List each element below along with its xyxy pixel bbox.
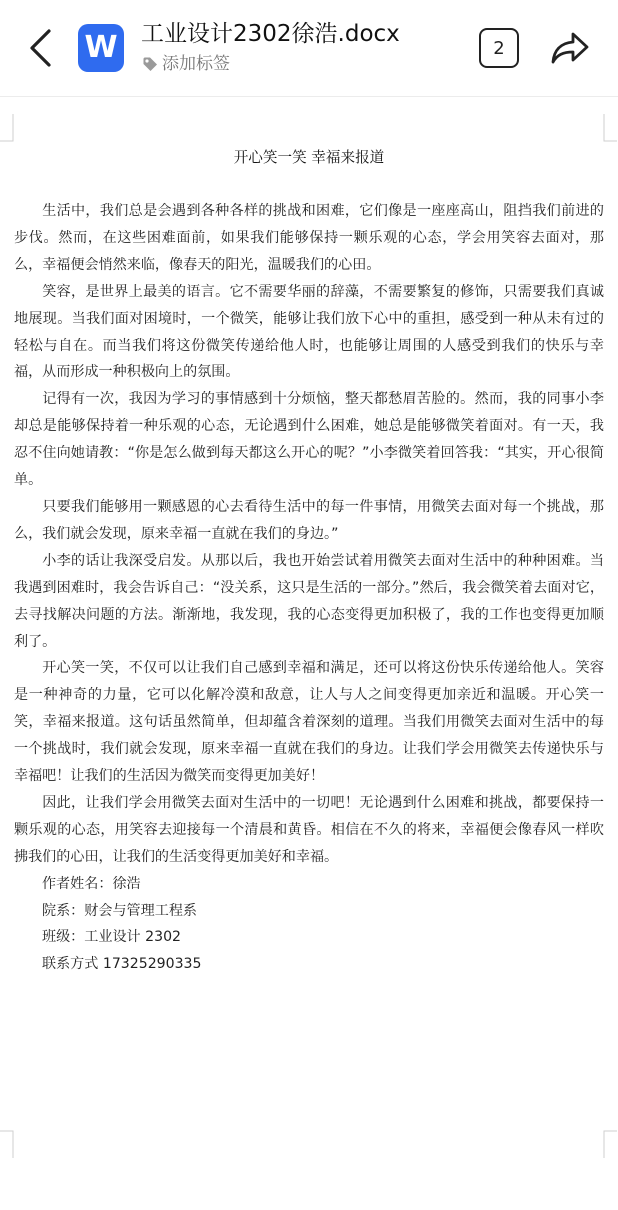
author-name-line: 作者姓名：徐浩 bbox=[42, 875, 141, 892]
paragraph: 生活中，我们总是会遇到各种各样的挑战和困难，它们像是一座座高山，阻挡我们前进的步伐。然而，在这些困难面前，如果我们能够保持一颗乐观的心态，学会用笑容去面对，那么，幸福便会悄然来临，像春天的阳光，温暖我们的心田。 bbox=[14, 203, 604, 273]
contact-line: 联系方式 17325290335 bbox=[42, 956, 202, 973]
page-corner-marker bbox=[0, 1130, 14, 1158]
tag-icon bbox=[142, 56, 158, 72]
document-title: 工业设计2302徐浩.docx bbox=[141, 21, 400, 47]
department-line: 院系：财会与管理工程系 bbox=[42, 902, 198, 919]
share-button[interactable] bbox=[548, 26, 592, 70]
paragraph: 因此，让我们学会用微笑去面对生活中的一切吧！无论遇到什么困难和挑战，都要保持一颗乐观的心态，用笑容去迎接每一个清晨和黄昏。相信在不久的将来，幸福便会像春风一样吹拂我们的心田，让我们的生活变得更加美好和幸福。 bbox=[14, 794, 604, 865]
page-corner-marker bbox=[0, 114, 14, 142]
document-heading: 开心笑一笑 幸福来报道 bbox=[233, 149, 385, 166]
document-page bbox=[14, 144, 604, 978]
class-line: 班级：工业设计 2302 bbox=[42, 929, 182, 946]
top-bar bbox=[0, 0, 618, 97]
add-tag-label: 添加标签 bbox=[162, 54, 230, 74]
share-icon bbox=[550, 30, 590, 66]
paragraph: 笑容，是世界上最美的语言。它不需要华丽的辞藻，不需要繁复的修饰，只需要我们真诚地展现。当我们面对困境时，一个微笑，能够让我们放下心中的重担，感受到一种从未有过的轻松与自在。而当我们将这份微笑传递给他人时，也能够让周围的人感受到我们的快乐与幸福，从而形成一种积极向上的氛围。 bbox=[14, 283, 604, 381]
paragraph: 开心笑一笑，不仅可以让我们自己感到幸福和满足，还可以将这份快乐传递给他人。笑容是一种神奇的力量，它可以化解冷漠和敌意，让人与人之间变得更加亲近和温暖。开心笑一笑，幸福来报道。这句话虽然简单，但却蕴含着深刻的道理。当我们用微笑去面对生活中的每一个挑战时，我们就会发现，原来幸福一直就在我们的身边。让我们学会用微笑去传递快乐与幸福吧！让我们的生活因为微笑而变得更加美好！ bbox=[14, 660, 604, 785]
page-corner-marker bbox=[603, 114, 617, 142]
add-tag-button[interactable] bbox=[142, 52, 230, 76]
paragraph: 记得有一次，我因为学习的事情感到十分烦恼，整天都愁眉苦脸的。然而，我的同事小李却总是能够保持着一种乐观的心态，无论遇到什么困难，她总是能够微笑着面对。有一天，我忍不住向她请教：“你是怎么做到每天都这么开心的呢？”小李微笑着回答我：“其实，开心很简单。 bbox=[14, 391, 604, 489]
app-icon-letter: W bbox=[84, 30, 118, 65]
page-count-button[interactable]: 2 bbox=[479, 28, 519, 68]
back-button[interactable] bbox=[22, 26, 58, 70]
paragraph: 小李的话让我深受启发。从那以后，我也开始尝试着用微笑去面对生活中的种种困难。当我遇到困难时，我会告诉自己：“没关系，这只是生活的一部分。”然后，我会微笑着去面对它，去寻找解决问题的方法。渐渐地，我发现，我的心态变得更加积极了，我的工作也变得更加顺利了。 bbox=[14, 552, 604, 650]
paragraph: 只要我们能够用一颗感恩的心去看待生活中的每一件事情，用微笑去面对每一个挑战，那么，我们就会发现，原来幸福一直就在我们的身边。” bbox=[14, 498, 604, 542]
back-chevron-icon bbox=[27, 28, 53, 68]
page-corner-marker bbox=[603, 1130, 617, 1158]
word-app-icon bbox=[78, 24, 124, 72]
